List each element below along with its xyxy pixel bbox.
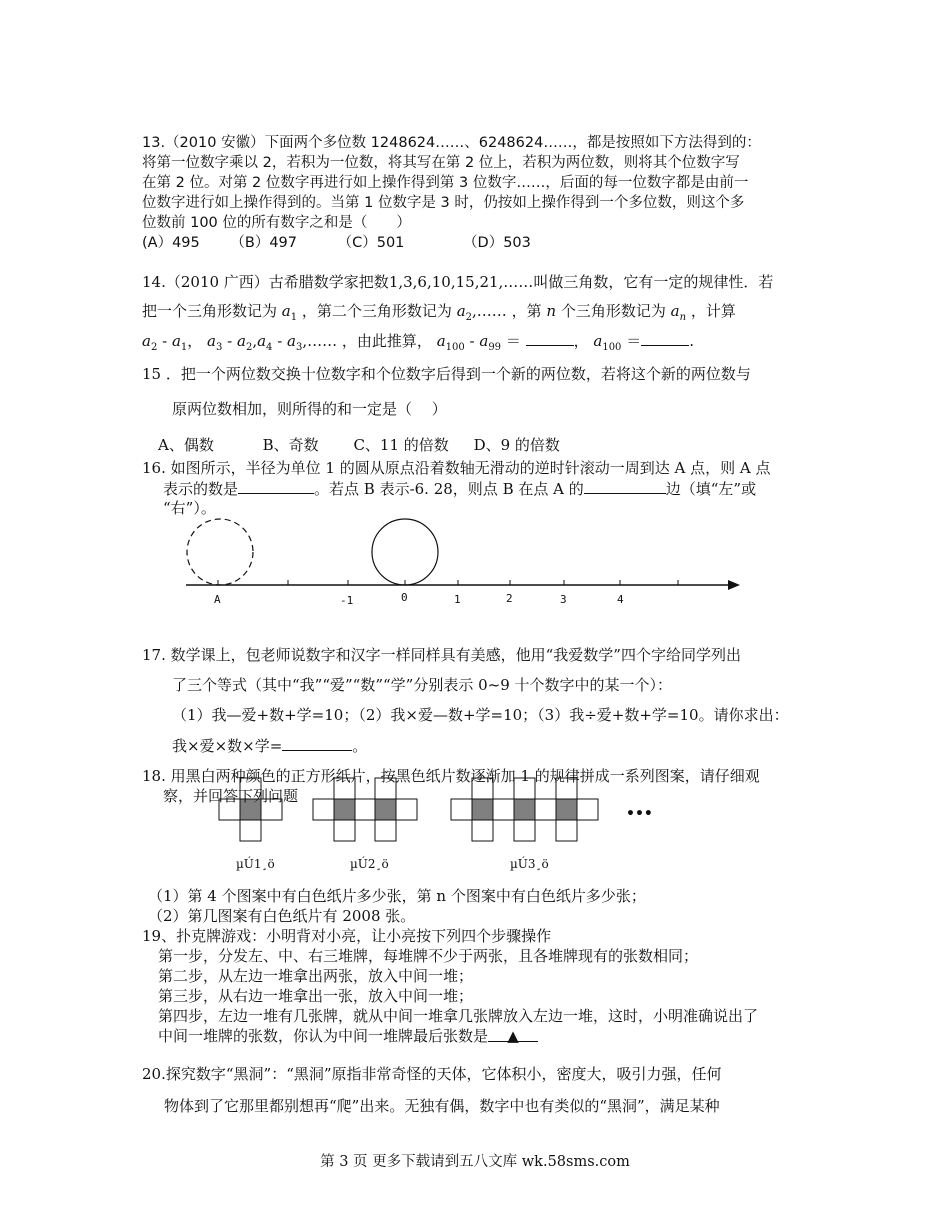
- q17-text: 我×爱×数×学=: [172, 737, 283, 755]
- q15-option-c: C、11 的倍数: [353, 436, 449, 454]
- q14-text: ，计算: [690, 302, 736, 320]
- q16-text: 。若点 B 表示-6. 28，则点 B 在点 A 的: [314, 480, 584, 498]
- q13-option-d: （D）503: [463, 235, 531, 251]
- q19-text: 中间一堆牌的张数，你认为中间一堆牌最后张数是: [158, 1027, 489, 1045]
- q13-option-a: (A）495: [142, 235, 200, 251]
- q18-caption-1: µÚ1¸ö: [236, 857, 275, 871]
- q14-text: 叫做三角数，它有一定的规律性．若: [533, 273, 774, 291]
- q15-line1: 15 ．把一个两位数交换十位数字和个位数字后得到一个新的两位数，若将这个新的两位数与: [142, 365, 751, 383]
- q16-line1: 16. 如图所示，半径为单位 1 的圆从原点沿着数轴无滑动的逆时针滚动一周到达 A 点，则 A 点: [142, 459, 771, 477]
- q13-line5: 位数前 100 位的所有数字之和是（ ）: [142, 215, 411, 231]
- q15-option-a: A、偶数: [158, 436, 214, 454]
- axis-label-4: 4: [617, 593, 624, 606]
- q19-step4a: 第四步，左边一堆有几张牌，就从中间一堆拿几张牌放入左边一堆，这时，小明准确说出了: [158, 1007, 759, 1025]
- q14-period: .: [689, 332, 694, 350]
- solid-circle: [372, 519, 438, 585]
- dashed-circle: [187, 519, 253, 585]
- q18-caption-2: µÚ2¸ö: [350, 857, 389, 871]
- q17-line2: 了三个等式（其中“我”“爱”“数”“学”分别表示 0~9 十个数字中的某一个）：: [172, 676, 673, 694]
- axis-arrow-icon: [728, 580, 740, 590]
- q13-option-c: （C）501: [337, 235, 405, 251]
- q14-line2: 把一个三角形数记为 $a_1$ ，第二个三角形数记为 $a_2,\dots\dots$ ，第 n 个三角形数记为 $a_n$ ，计算: [142, 302, 736, 323]
- q13-line3: 在第 2 位。对第 2 位数字再进行如上操作得到第 3 位数字……，后面的每一位数字都是由前一: [142, 175, 749, 191]
- page-footer: 第 3 页 更多下载请到五八文库 wk.58sms.com: [320, 1154, 630, 1170]
- axis-label-0: 0: [401, 591, 408, 604]
- q18-caption-3: µÚ3¸ö: [510, 857, 549, 871]
- q13-option-b: （B）497: [230, 235, 297, 251]
- q14-text: 个三角形数记为: [560, 302, 666, 320]
- axis-label-neg1: -1: [340, 594, 354, 607]
- q13-line4: 位数字进行如上操作得到的。当第 1 位数字是 3 时，仍按如上操作得到一个多位数，则这个多: [142, 195, 745, 211]
- axis-label-1: 1: [454, 593, 461, 606]
- q15-option-d: D、9 的倍数: [473, 436, 560, 454]
- q16-text: 边（填“左”或: [665, 480, 757, 498]
- q14-text: 14.（2010 广西）古希腊数学家把数: [142, 273, 389, 291]
- q15-line2: 原两位数相加，则所得的和一定是（ ）: [172, 400, 447, 418]
- q18-line2: 察，并回答下列问题: [163, 787, 299, 805]
- axis-label-a: A: [214, 593, 221, 606]
- q17-line1: 17. 数学课上，包老师说数字和汉字一样同样具有美感，他用“我爱数学”四个字给同学列出: [142, 646, 741, 664]
- axis-ticks: [218, 580, 678, 585]
- q15-option-b: B、奇数: [262, 436, 319, 454]
- answer-triangle-icon: ▲: [507, 1027, 519, 1045]
- q14-line3: $a_2 - a_1$， $a_3 - a_2,a_4$ - $a_3,\dots\dots$ ，由此推算， $a_{100} - a_{99}$ ＝ ， $a_{100}$ ＝ .: [142, 332, 694, 353]
- q19-answer-blank[interactable]: [488, 1026, 538, 1045]
- q14-sequence: 1,3,6,10,15,21,……: [388, 273, 534, 291]
- q16-line3: “右”）。: [163, 499, 216, 517]
- q18-pattern-2: [313, 778, 417, 841]
- q17-text: 。: [352, 737, 368, 755]
- q19-step3: 第三步，从右边一堆拿出一张，放入中间一堆；: [158, 987, 474, 1005]
- q18-line1: 18. 用黑白两种颜色的正方形纸片，按黑色纸片数逐渐加 1 的规律拼成一系列图案，请仔细观: [142, 767, 760, 785]
- q19-step4b: [158, 1026, 538, 1046]
- q17-line4: [172, 735, 367, 756]
- axis-label-3: 3: [560, 593, 567, 606]
- q18-pattern-3: [451, 778, 598, 841]
- q17-line3: （1）我—爱+数+学=10；（2）我×爱—数+学=10；（3）我÷爱+数+学=10。请你求出：: [172, 706, 789, 724]
- q20-line1: 20.探究数字“黑洞”：“黑洞”原指非常奇怪的天体，它体积小，密度大，吸引力强，任何: [142, 1065, 722, 1083]
- q19-line1: 19、扑克牌游戏：小明背对小亮，让小亮按下列四个步骤操作: [142, 927, 552, 945]
- q14-text: ，第二个三角形数记为: [301, 302, 452, 320]
- q13-line1: 13.（2010 安徽）下面两个多位数 1248624……、6248624……，都是按照如下方法得到的：: [142, 135, 761, 151]
- q19-step2: 第二步，从左边一堆拿出两张，放入中间一堆；: [158, 967, 474, 985]
- q14-text: ，由此推算，: [341, 332, 432, 350]
- q13-line2: 将第一位数字乘以 2，若积为一位数，将其写在第 2 位上，若积为两位数，则将其个位数字写: [142, 155, 740, 171]
- q20-line2: 物体到了它那里都别想再“爬”出来。无独有偶，数字中也有类似的“黑洞”，满足某种: [164, 1097, 720, 1115]
- q14-text: 把一个三角形数记为: [142, 302, 278, 320]
- q18-sub2: （2）第几图案有白色纸片有 2008 张。: [148, 907, 416, 925]
- q18-sub1: （1）第 4 个图案中有白色纸片多少张，第 n 个图案中有白色纸片多少张；: [148, 887, 646, 905]
- q18-ellipsis: •••: [626, 806, 653, 822]
- q14-text: ，第: [511, 302, 542, 320]
- q19-step1: 第一步，分发左、中、右三堆牌，每堆牌不少于两张，且各堆牌现有的张数相同；: [158, 947, 699, 965]
- q17-blank[interactable]: [282, 735, 352, 751]
- q16-text: 表示的数是: [163, 480, 239, 498]
- axis-label-2: 2: [506, 592, 513, 605]
